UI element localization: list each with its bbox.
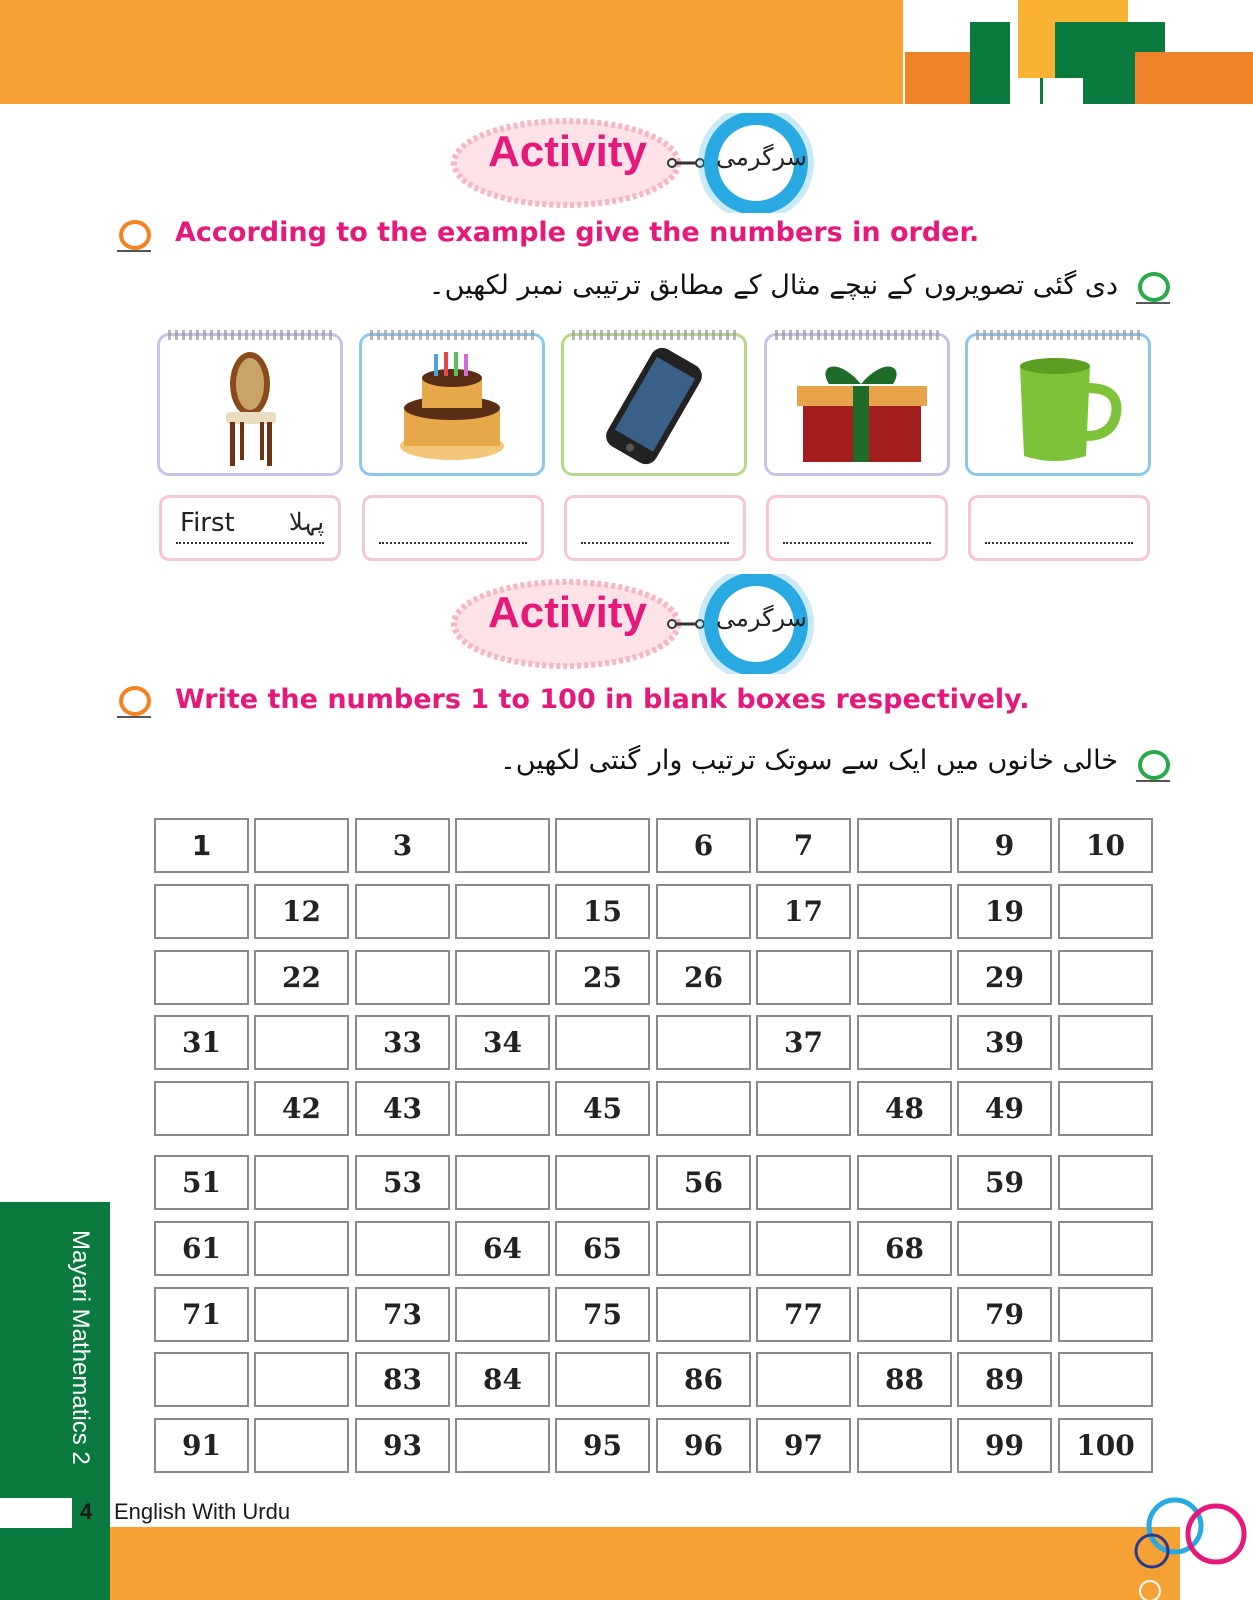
book-title: Mayari Mathematics 2 [67, 1230, 94, 1465]
blank-number-cell[interactable] [857, 818, 952, 873]
number-cell: 48 [857, 1081, 952, 1136]
bullet-ring-icon [1138, 272, 1170, 302]
blank-number-cell[interactable] [154, 1352, 249, 1407]
bullet-ring-icon [1138, 750, 1170, 780]
number-cell: 99 [957, 1418, 1052, 1473]
number-cell: 84 [455, 1352, 550, 1407]
activity-label: Activity [488, 127, 647, 176]
blank-number-cell[interactable] [555, 818, 650, 873]
number-cell: 25 [555, 950, 650, 1005]
blank-number-cell[interactable] [254, 1418, 349, 1473]
answer-box-3[interactable] [564, 495, 746, 561]
answer-box-2[interactable] [362, 495, 544, 561]
header-blocks-decoration [905, 0, 1253, 104]
instruction-en-2: Write the numbers 1 to 100 in blank boxes respectively. [175, 684, 1030, 715]
number-cell: 97 [756, 1418, 851, 1473]
bullet-underline [117, 250, 151, 252]
blank-number-cell[interactable] [1058, 1081, 1153, 1136]
blank-number-cell[interactable] [154, 950, 249, 1005]
number-cell: 64 [455, 1221, 550, 1276]
blank-number-cell[interactable] [455, 818, 550, 873]
number-cell: 31 [154, 1015, 249, 1070]
mobile-phone-icon [564, 336, 744, 473]
blank-number-cell[interactable] [1058, 1155, 1153, 1210]
blank-number-cell[interactable] [857, 1418, 952, 1473]
instruction-ur-1: دی گئی تصویروں کے نیچے مثال کے مطابق ترتیبی نمبر لکھیں۔ [428, 270, 1118, 301]
number-cell: 51 [154, 1155, 249, 1210]
header-band [0, 0, 903, 104]
number-cell: 10 [1058, 818, 1153, 873]
blank-number-cell[interactable] [455, 884, 550, 939]
activity-banner-1 [448, 113, 828, 213]
footer-text: English With Urdu [114, 1499, 291, 1524]
number-cell: 43 [355, 1081, 450, 1136]
blank-number-cell[interactable] [555, 1352, 650, 1407]
number-cell: 61 [154, 1221, 249, 1276]
number-cell: 45 [555, 1081, 650, 1136]
picture-card-chair [157, 333, 343, 476]
blank-number-cell[interactable] [455, 1287, 550, 1342]
number-cell: 34 [455, 1015, 550, 1070]
blank-number-cell[interactable] [355, 884, 450, 939]
blank-number-cell[interactable] [857, 1287, 952, 1342]
blank-number-cell[interactable] [857, 884, 952, 939]
instruction-ur-2: خالی خانوں میں ایک سے سوتک ترتیب وار گنتی لکھیں۔ [499, 745, 1118, 776]
blank-number-cell[interactable] [857, 1155, 952, 1210]
number-cell: 95 [555, 1418, 650, 1473]
activity-urdu-label: سرگرمی [716, 604, 807, 632]
number-cell: 86 [656, 1352, 751, 1407]
picture-card-cake [359, 333, 545, 476]
number-cell: 15 [555, 884, 650, 939]
number-cell: 71 [154, 1287, 249, 1342]
blank-number-cell[interactable] [154, 1081, 249, 1136]
blank-number-cell[interactable] [857, 1015, 952, 1070]
number-cell: 88 [857, 1352, 952, 1407]
blank-number-cell[interactable] [656, 1287, 751, 1342]
blank-number-cell[interactable] [756, 1221, 851, 1276]
number-cell: 7 [756, 818, 851, 873]
answer-box-4[interactable] [766, 495, 948, 561]
cake-icon [362, 336, 542, 473]
answer-box-5[interactable] [968, 495, 1150, 561]
picture-card-mug [965, 333, 1151, 476]
blank-number-cell[interactable] [656, 1081, 751, 1136]
blank-number-cell[interactable] [957, 1221, 1052, 1276]
answer-ur: پہلا [288, 508, 324, 536]
blank-number-cell[interactable] [1058, 1221, 1153, 1276]
blank-number-cell[interactable] [1058, 1287, 1153, 1342]
number-cell: 17 [756, 884, 851, 939]
mug-icon [968, 336, 1148, 473]
number-cell: 65 [555, 1221, 650, 1276]
page-number: 4 [80, 1499, 93, 1524]
blank-number-cell[interactable] [254, 1221, 349, 1276]
blank-number-cell[interactable] [1058, 884, 1153, 939]
number-cell: 73 [355, 1287, 450, 1342]
bullet-underline [1136, 302, 1170, 304]
blank-number-cell[interactable] [1058, 950, 1153, 1005]
number-cell: 56 [656, 1155, 751, 1210]
blank-number-cell[interactable] [656, 1015, 751, 1070]
gift-box-icon [767, 336, 947, 473]
blank-number-cell[interactable] [656, 884, 751, 939]
number-cell: 77 [756, 1287, 851, 1342]
blank-number-cell[interactable] [756, 1081, 851, 1136]
blank-number-cell[interactable] [756, 1155, 851, 1210]
activity-banner-2 [448, 574, 828, 674]
number-cell: 22 [254, 950, 349, 1005]
number-cell: 19 [957, 884, 1052, 939]
number-cell: 68 [857, 1221, 952, 1276]
activity-urdu-label: سرگرمی [716, 143, 807, 171]
chair-icon [160, 336, 340, 473]
blank-number-cell[interactable] [857, 950, 952, 1005]
number-cell: 37 [756, 1015, 851, 1070]
rings-decoration [1130, 1496, 1253, 1600]
number-cell: 96 [656, 1418, 751, 1473]
number-cell: 59 [957, 1155, 1052, 1210]
blank-number-cell[interactable] [756, 1352, 851, 1407]
blank-number-cell[interactable] [355, 950, 450, 1005]
number-cell: 12 [254, 884, 349, 939]
number-cell: 79 [957, 1287, 1052, 1342]
number-cell: 9 [957, 818, 1052, 873]
blank-number-cell[interactable] [555, 1015, 650, 1070]
instruction-en-1: According to the example give the numbers in order. [175, 217, 980, 248]
blank-number-cell[interactable] [1058, 1352, 1153, 1407]
answer-box-1[interactable] [159, 495, 341, 561]
number-cell: 83 [355, 1352, 450, 1407]
number-cell: 42 [254, 1081, 349, 1136]
blank-number-cell[interactable] [154, 884, 249, 939]
number-cell: 29 [957, 950, 1052, 1005]
blank-number-cell[interactable] [254, 1287, 349, 1342]
blank-number-cell[interactable] [254, 1352, 349, 1407]
activity-label: Activity [488, 588, 647, 637]
blank-number-cell[interactable] [254, 1015, 349, 1070]
number-cell: 100 [1058, 1418, 1153, 1473]
blank-number-cell[interactable] [455, 1081, 550, 1136]
number-cell: 1 [154, 818, 249, 873]
number-cell: 49 [957, 1081, 1052, 1136]
number-cell: 75 [555, 1287, 650, 1342]
number-cell: 39 [957, 1015, 1052, 1070]
blank-number-cell[interactable] [656, 1221, 751, 1276]
number-cell: 3 [355, 818, 450, 873]
number-cell: 93 [355, 1418, 450, 1473]
blank-number-cell[interactable] [455, 950, 550, 1005]
footer-band [110, 1527, 1180, 1600]
blank-number-cell[interactable] [355, 1221, 450, 1276]
blank-number-cell[interactable] [254, 1155, 349, 1210]
blank-number-cell[interactable] [756, 950, 851, 1005]
number-cell: 53 [355, 1155, 450, 1210]
bullet-underline [117, 716, 151, 718]
blank-number-cell[interactable] [254, 818, 349, 873]
number-cell: 89 [957, 1352, 1052, 1407]
footer-label-background [0, 1498, 72, 1528]
answer-en: First [180, 508, 235, 538]
bullet-ring-icon [119, 220, 151, 250]
blank-number-cell[interactable] [555, 1155, 650, 1210]
number-cell: 33 [355, 1015, 450, 1070]
picture-card-gift-box [764, 333, 950, 476]
number-cell: 6 [656, 818, 751, 873]
number-cell: 26 [656, 950, 751, 1005]
blank-number-cell[interactable] [455, 1155, 550, 1210]
picture-card-mobile-phone [561, 333, 747, 476]
bullet-underline [1136, 780, 1170, 782]
number-cell: 91 [154, 1418, 249, 1473]
blank-number-cell[interactable] [1058, 1015, 1153, 1070]
bullet-ring-icon [119, 686, 151, 716]
blank-number-cell[interactable] [455, 1418, 550, 1473]
